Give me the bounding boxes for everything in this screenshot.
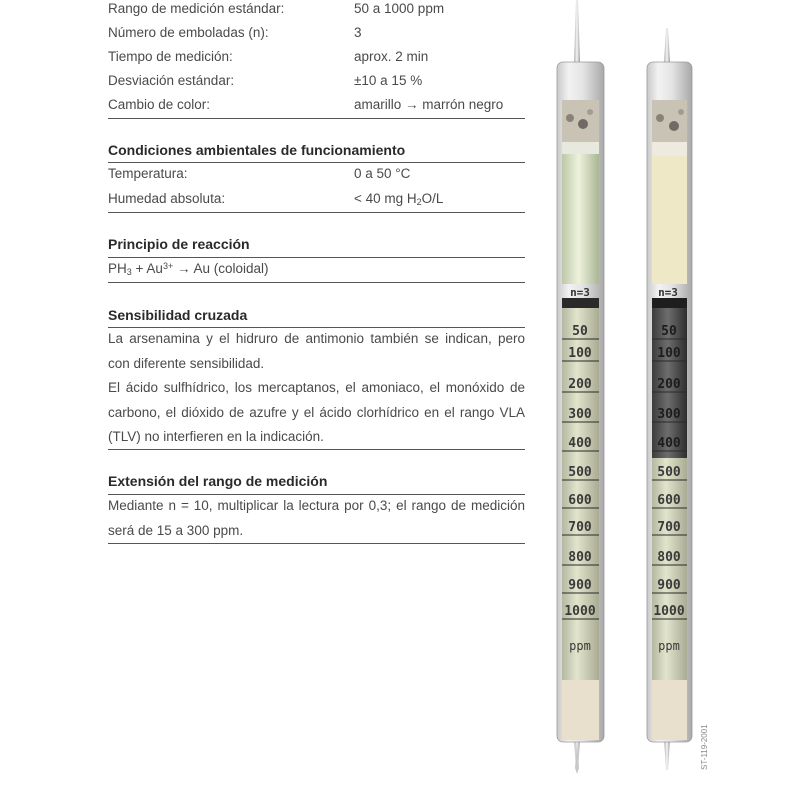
scale-label: 300 [657, 407, 681, 422]
spec-value: aprox. 2 min [354, 49, 429, 64]
scale-label: 400 [568, 436, 592, 451]
spec-value: < 40 mg $H_2O/L$ [354, 191, 444, 207]
scale-label: 800 [568, 550, 592, 565]
divider [108, 282, 525, 283]
spec-label: Desviación estándar: [108, 73, 235, 88]
scale-label: 50 [661, 324, 677, 339]
scale-label: 400 [657, 436, 681, 451]
spec-value: amarillo → marrón negro [354, 97, 504, 112]
scale-label: 100 [568, 346, 592, 361]
serial-number: ST-119-2001 [700, 724, 709, 770]
section-heading-reaction: Principio de reacción [108, 236, 250, 252]
divider [108, 449, 525, 450]
scale-label: 300 [568, 407, 592, 422]
spec-label: Número de emboladas (n): [108, 25, 269, 40]
divider [108, 212, 525, 213]
divider [108, 162, 525, 163]
scale-label: 500 [568, 465, 592, 480]
divider [108, 257, 525, 258]
scale-label: 1000 [653, 604, 685, 619]
spec-value: ±10 a 15 % [354, 73, 423, 88]
cross-sensitivity-text [108, 327, 525, 450]
paragraph: El ácido sulfhídrico, los mercaptanos, el amoniaco, el monóxido de carbono, el dióxido de azufre y el ácido clorhídrico en el rango VLA (TLV) no interfieren en la indicación. [108, 380, 525, 444]
scale-label: 200 [568, 377, 592, 392]
divider [108, 543, 525, 544]
spec-label: Rango de medición estándar: [108, 1, 285, 16]
spec-label: Cambio de color: [108, 97, 211, 112]
scale-unit: ppm [569, 639, 591, 653]
spec-label: Humedad absoluta: [108, 191, 226, 206]
detector-tube-unused [557, 0, 604, 774]
svg-text:n=3: n=3 [658, 286, 678, 299]
scale-label: 600 [657, 493, 681, 508]
spec-value: 3 [354, 25, 362, 40]
spec-value: 50 a 1000 ppm [354, 1, 445, 16]
spec-label: Tiempo de medición: [108, 49, 233, 64]
scale-label: 900 [568, 578, 592, 593]
section-heading-range-extension: Extensión del rango de medición [108, 473, 328, 489]
svg-text:n=3: n=3 [570, 286, 590, 299]
scale-label: 200 [657, 377, 681, 392]
scale-label: 700 [657, 520, 681, 535]
scale-label: 100 [657, 346, 681, 361]
scale-label: 500 [657, 465, 681, 480]
detector-tube-used [647, 28, 692, 770]
spec-label: Temperatura: [108, 166, 188, 181]
spec-value: 0 a 50 °C [354, 166, 411, 181]
section-heading-cross-sensitivity: Sensibilidad cruzada [108, 307, 248, 323]
scale-label: 600 [568, 493, 592, 508]
scale-label: 900 [657, 578, 681, 593]
scale-label: 1000 [564, 604, 596, 619]
section-heading-environment: Condiciones ambientales de funcionamiento [108, 142, 406, 158]
divider [108, 118, 525, 119]
scale-unit: ppm [658, 639, 680, 653]
scale-label: 800 [657, 550, 681, 565]
range-extension-text: Mediante n = 10, multiplicar la lectura por 0,3; el rango de medición será de 15 a 300 ppm. [108, 498, 525, 538]
paragraph: La arsenamina y el hidruro de antimonio también se indican, pero con diferente sensibilidad. [108, 331, 525, 371]
scale-label: 700 [568, 520, 592, 535]
detector-tubes-photo [550, 0, 720, 800]
scale-label: 50 [572, 324, 588, 339]
